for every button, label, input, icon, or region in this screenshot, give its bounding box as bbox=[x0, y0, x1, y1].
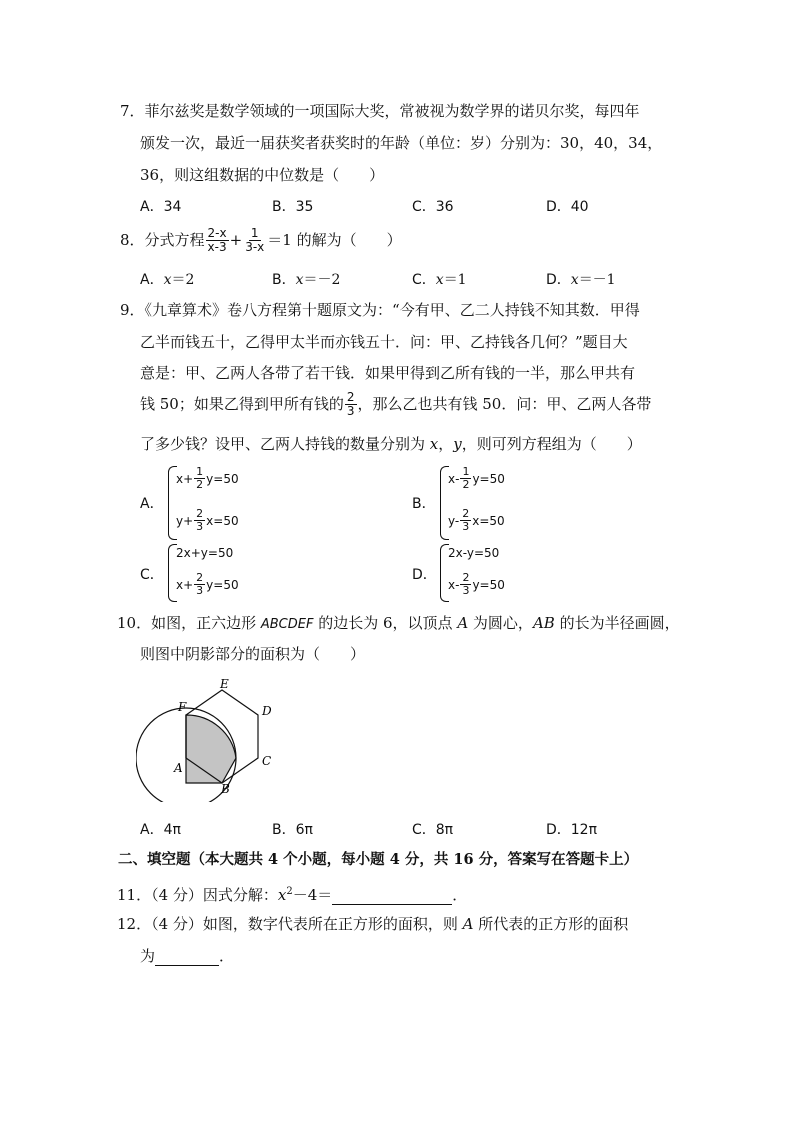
q9-option-d-eq1: 2x-y=50 bbox=[448, 546, 500, 560]
q10-vertex-a: A bbox=[457, 614, 469, 632]
eq-part: y=50 bbox=[472, 471, 505, 486]
q9-line4 bbox=[140, 388, 651, 420]
eq-part: y+ bbox=[176, 513, 194, 528]
eq-den: 3 bbox=[196, 520, 204, 533]
q9-option-c-label: C． bbox=[140, 567, 164, 583]
q8-option-c-label: C． bbox=[412, 272, 436, 288]
q8-frac1-num: 2-x bbox=[207, 225, 227, 240]
q11-expr-rest: －4＝ bbox=[292, 886, 333, 904]
eq-den: 2 bbox=[196, 478, 204, 491]
q9-option-c-eq1: 2x+y=50 bbox=[176, 546, 234, 560]
eq-num: 2 bbox=[462, 571, 470, 584]
eq-part: x=50 bbox=[472, 513, 505, 528]
eq-part: y=50 bbox=[472, 577, 505, 592]
q11-exponent: 2 bbox=[286, 886, 293, 897]
q9-var-y: y bbox=[453, 435, 462, 453]
q9-option-b-eq2 bbox=[448, 508, 505, 533]
q8-option-a-label: A． bbox=[140, 272, 164, 288]
label-c: C bbox=[262, 754, 272, 768]
q9-option-a-eq2 bbox=[176, 508, 239, 533]
q8-stem bbox=[120, 227, 402, 253]
q9-option-d-eq2 bbox=[448, 572, 505, 597]
q10-option-b: B．6π bbox=[272, 822, 313, 838]
q8-option-c-var: x bbox=[435, 272, 444, 288]
q9-var-x: x bbox=[429, 435, 439, 453]
q9-option-a-eq1 bbox=[176, 466, 239, 491]
q9-option-d-label: D． bbox=[412, 567, 437, 583]
q8-option-b-var: x bbox=[295, 272, 304, 288]
q11-stem bbox=[117, 882, 467, 905]
eq-fraction bbox=[460, 508, 471, 533]
q9-line3: 意是：甲、乙两人各带了若干钱．如果甲得到乙所有钱的一半，那么甲共有 bbox=[140, 364, 636, 382]
q9-line5 bbox=[140, 434, 642, 454]
q8-option-d-label: D． bbox=[546, 272, 571, 288]
eq-part: x- bbox=[448, 577, 460, 592]
q8-option-b-label: B． bbox=[272, 272, 296, 288]
q8-fraction-1 bbox=[206, 227, 229, 254]
q10-option-c: C．8π bbox=[412, 822, 454, 838]
q11-prefix: 11．（4 分）因式分解： bbox=[117, 886, 278, 904]
q8-option-c-val: ＝1 bbox=[443, 272, 467, 288]
q7-option-b: B．35 bbox=[272, 199, 314, 215]
section-2-heading: 二、填空题（本大题共 4 个小题，每小题 4 分，共 16 分，答案写在答题卡上） bbox=[118, 851, 639, 868]
q10-line1-a: 10．如图，正六边形 bbox=[117, 614, 261, 632]
q7-option-a: A．34 bbox=[140, 199, 182, 215]
label-a: A bbox=[174, 761, 183, 775]
q8-frac2-num: 1 bbox=[250, 225, 259, 240]
q12-line1-a: 12．（4 分）如图，数字代表所在正方形的面积，则 bbox=[117, 915, 463, 933]
q12-end: ． bbox=[219, 947, 235, 965]
q9-option-c-eq2 bbox=[176, 572, 239, 597]
q10-line1-b: 的边长为 6，以顶点 bbox=[313, 614, 458, 632]
q9-line5-comma: ， bbox=[438, 435, 454, 453]
q9-line4-fraction bbox=[345, 391, 357, 418]
q9-option-b-label: B． bbox=[412, 496, 436, 512]
eq-part: y=50 bbox=[206, 577, 239, 592]
q9-line2: 乙半而钱五十，乙得甲太半而亦钱五十．问：甲、乙持钱各几何？”题目大 bbox=[140, 333, 628, 351]
q9-line5-b: ，则可列方程组为（ ） bbox=[461, 435, 642, 453]
q12-line1 bbox=[117, 914, 628, 934]
eq-fraction bbox=[194, 572, 205, 597]
q8-option-d bbox=[546, 270, 616, 290]
q9-line4-a: 钱 50；如果乙得到甲所有钱的 bbox=[140, 395, 344, 413]
q9-line4-b: ，那么乙也共有钱 50．问：甲、乙两人各带 bbox=[357, 395, 652, 413]
q8-option-b bbox=[272, 270, 340, 290]
eq-part: x- bbox=[448, 471, 460, 486]
label-b: B bbox=[221, 782, 230, 796]
eq-part: y- bbox=[448, 513, 460, 528]
q8-fraction-2 bbox=[243, 227, 266, 254]
q10-line1 bbox=[117, 613, 680, 635]
q8-option-a bbox=[140, 270, 194, 290]
q9-option-b-eq1 bbox=[448, 466, 505, 491]
eq-part: x+ bbox=[176, 471, 194, 486]
q9-option-a-label: A． bbox=[140, 496, 164, 512]
q7-line2: 颁发一次，最近一届获奖者获奖时的年龄（单位：岁）分别为：30，40，34， bbox=[140, 134, 663, 152]
q8-plus: + bbox=[229, 231, 243, 249]
q8-option-a-var: x bbox=[163, 272, 172, 288]
shaded-region bbox=[186, 715, 236, 783]
q10-line1-c: 为圆心， bbox=[468, 614, 533, 632]
q8-frac2-den: 3-x bbox=[245, 239, 265, 254]
q8-option-d-var: x bbox=[570, 272, 579, 288]
q12-line1-b: 所代表的正方形的面积 bbox=[473, 915, 629, 933]
eq-part: x+ bbox=[176, 577, 194, 592]
eq-fraction bbox=[194, 466, 205, 491]
q10-option-a: A．4π bbox=[140, 822, 181, 838]
q12-var-a: A bbox=[462, 915, 474, 933]
q10-segment-ab: AB bbox=[532, 614, 555, 632]
q11-var-x: x bbox=[277, 886, 287, 904]
label-f: F bbox=[178, 700, 187, 714]
q12-answer-blank[interactable] bbox=[155, 949, 219, 966]
eq-den: 3 bbox=[196, 584, 204, 597]
q9-line4-frac-num: 2 bbox=[346, 389, 355, 404]
q10-hexagon-name: ABCDEF bbox=[260, 617, 314, 632]
eq-part: y=50 bbox=[206, 471, 239, 486]
q8-suffix: ＝1 的解为（ ） bbox=[267, 231, 402, 249]
q11-end: ． bbox=[452, 886, 468, 904]
eq-den: 3 bbox=[462, 520, 470, 533]
q7-line3: 36，则这组数据的中位数是（ ） bbox=[140, 166, 385, 184]
eq-fraction bbox=[460, 572, 471, 597]
eq-den: 2 bbox=[462, 478, 470, 491]
q8-option-c bbox=[412, 270, 467, 290]
q10-line2: 则图中阴影部分的面积为（ ） bbox=[140, 645, 366, 663]
eq-den: 3 bbox=[462, 584, 470, 597]
eq-num: 2 bbox=[462, 507, 470, 520]
eq-fraction bbox=[460, 466, 471, 491]
q9-line1: 9．《九章算术》卷八方程第十题原文为：“今有甲、乙二人持钱不知其数．甲得 bbox=[120, 301, 640, 319]
q7-option-c: C．36 bbox=[412, 199, 454, 215]
label-e: E bbox=[220, 677, 229, 691]
q8-frac1-den: x-3 bbox=[207, 239, 227, 254]
eq-num: 2 bbox=[196, 507, 204, 520]
q8-option-a-val: ＝2 bbox=[171, 272, 195, 288]
eq-fraction bbox=[194, 508, 205, 533]
q7-option-d: D．40 bbox=[546, 199, 589, 215]
q10-figure bbox=[136, 672, 284, 802]
q10-option-d: D．12π bbox=[546, 822, 598, 838]
q12-line2-text: 为 bbox=[140, 947, 156, 965]
q8-prefix: 8．分式方程 bbox=[120, 231, 205, 249]
eq-num: 1 bbox=[196, 465, 204, 478]
q9-line4-frac-den: 3 bbox=[346, 403, 355, 418]
q12-line2 bbox=[140, 946, 234, 966]
q11-answer-blank[interactable] bbox=[332, 888, 452, 905]
q10-line1-d: 的长为半径画圆， bbox=[554, 614, 680, 632]
label-d: D bbox=[262, 704, 272, 718]
q8-option-d-val: ＝－1 bbox=[578, 272, 616, 288]
eq-num: 1 bbox=[462, 465, 470, 478]
q7-line1: 7．菲尔兹奖是数学领域的一项国际大奖，常被视为数学界的诺贝尔奖，每四年 bbox=[120, 102, 640, 120]
eq-part: x=50 bbox=[206, 513, 239, 528]
q9-line5-a: 了多少钱？设甲、乙两人持钱的数量分别为 bbox=[140, 435, 430, 453]
eq-num: 2 bbox=[196, 571, 204, 584]
q8-option-b-val: ＝－2 bbox=[303, 272, 341, 288]
